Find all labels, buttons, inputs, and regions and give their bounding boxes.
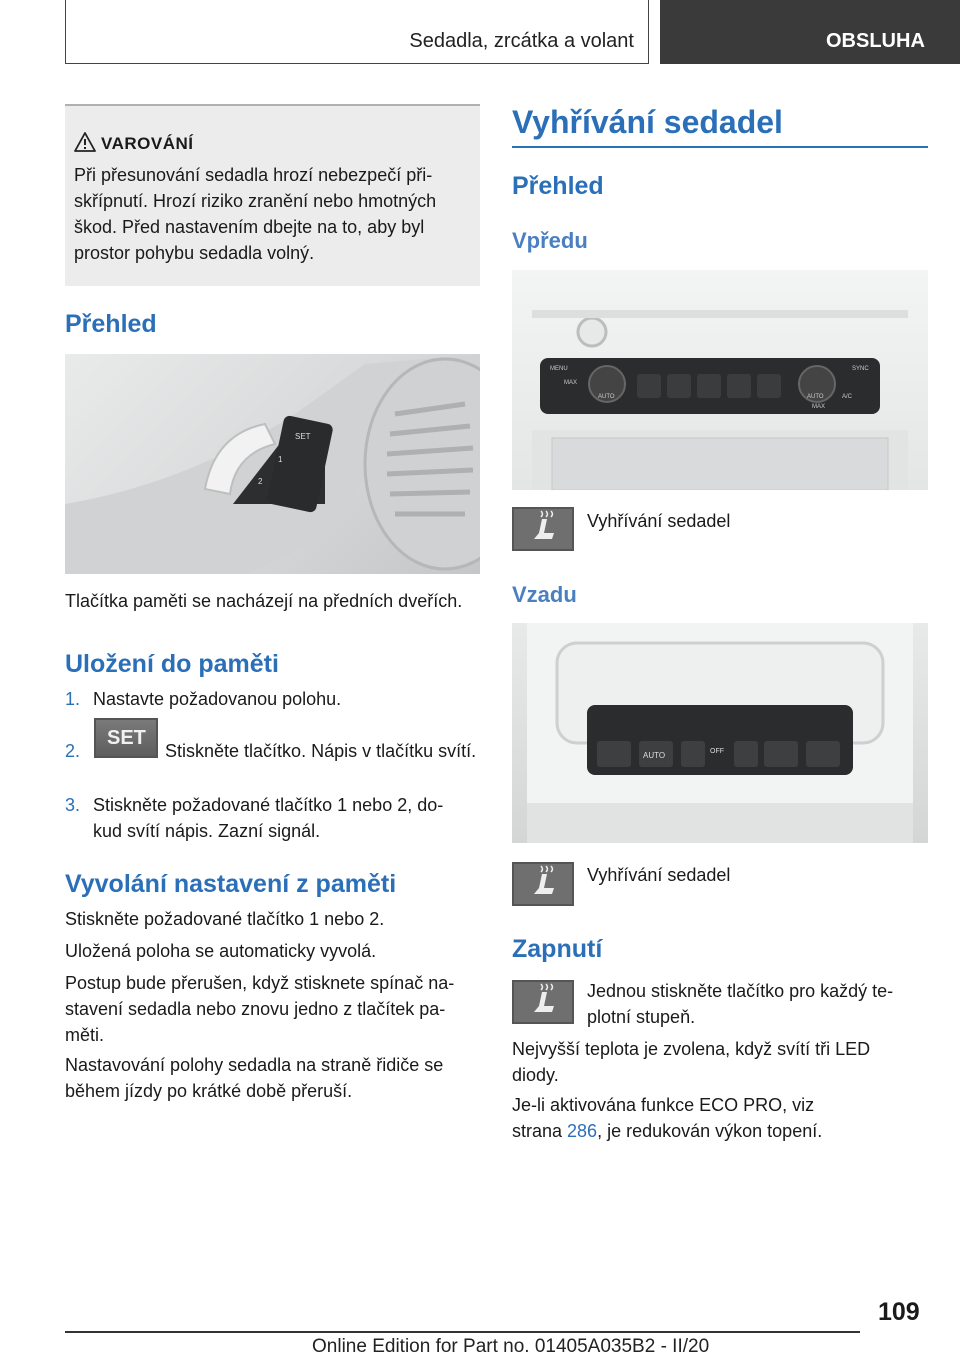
recall-paragraph-3: Postup bude přerušen, když stisknete spínač na-stavení sedadla nebo znovu jedno z tlačítek pa-měti. <box>65 973 455 1045</box>
main-heading: Vyhřívání sedadel <box>512 104 783 140</box>
header-box <box>65 0 649 64</box>
rear-panel-label: OFF <box>710 748 724 755</box>
recall-paragraph-2: Uložená poloha se automaticky vyvolá. <box>65 941 377 961</box>
svg-text:1: 1 <box>278 455 283 464</box>
door-panel-illustration <box>65 354 480 574</box>
rear-panel-label: AUTO <box>643 751 666 760</box>
rear-panel-illustration <box>512 623 928 843</box>
on-icon-text: Jednou stiskněte tlačítko pro každý te-plotní stupeň. <box>587 981 894 1027</box>
warning-box <box>65 104 480 286</box>
header-tab[interactable] <box>660 0 960 64</box>
step-2-text: Stiskněte tlačítko. Nápis v tlačítku svítí. <box>165 741 477 761</box>
seat-heating-icon-on <box>512 980 574 1024</box>
front-panel-label: MAX <box>812 404 826 410</box>
header-title: Sedadla, zrcátka a volant <box>409 30 634 52</box>
page-number: 109 <box>878 1298 920 1326</box>
step-1-number: 1. <box>65 689 81 709</box>
header-tab-label: OBSLUHA <box>826 30 925 52</box>
rear-climate-panel-photo <box>512 623 928 843</box>
front-panel-label: A/C <box>842 394 853 400</box>
front-panel-label: AUTO <box>807 394 824 400</box>
svg-text:2: 2 <box>258 477 263 486</box>
front-climate-panel-photo <box>512 270 928 490</box>
footer-rule <box>65 1331 860 1333</box>
store-heading: Uložení do paměti <box>65 650 279 678</box>
front-panel-illustration <box>512 270 928 490</box>
rear-heading: Vzadu <box>512 582 577 607</box>
main-heading-rule <box>512 146 928 148</box>
on-paragraph-2: Je-li aktivována funkce ECO PRO, viz strana 286, je redukován výkon topení. <box>512 1095 823 1141</box>
front-heading: Vpředu <box>512 228 588 253</box>
recall-paragraph-1: Stiskněte požadované tlačítko 1 nebo 2. <box>65 909 385 929</box>
recall-paragraph-4: Nastavování polohy sedadla na straně řidiče se během jízdy po krátké době přeruší. <box>65 1055 444 1101</box>
seat-heating-icon-rear <box>512 862 574 906</box>
front-panel-label: AUTO <box>598 394 615 400</box>
step-3-text: Stiskněte požadované tlačítko 1 nebo 2, do-kud svítí nápis. Zazní signál. <box>93 795 444 841</box>
step-2-number: 2. <box>65 741 81 761</box>
warning-text: Při přesunování sedadla hrozí nebezpečí při-skřípnutí. Hrozí riziko zranění nebo hmotných škod. Před nastavením dbejte na to, aby byl prostor pohybu sedadla volný. <box>74 165 437 263</box>
front-panel-label: MENU <box>550 366 568 372</box>
rear-icon-caption: Vyhřívání sedadel <box>587 865 731 885</box>
step-3-number: 3. <box>65 795 81 815</box>
step-1-text: Nastavte požadovanou polohu. <box>93 689 342 709</box>
overview-heading-left: Přehled <box>65 310 157 338</box>
door-memory-photo <box>65 354 480 574</box>
on-paragraph-1: Nejvyšší teplota je zvolena, když svítí tři LED diody. <box>512 1039 871 1085</box>
footer-edition: Online Edition for Part no. 01405A035B2 - II/20 <box>312 1336 710 1357</box>
photo-caption: Tlačítka paměti se nacházejí na předních dveřích. <box>65 591 463 611</box>
front-panel-label: MAX <box>564 380 578 386</box>
seat-heating-icon-front <box>512 507 574 551</box>
front-icon-caption: Vyhřívání sedadel <box>587 511 731 531</box>
recall-heading: Vyvolání nastavení z paměti <box>65 870 397 898</box>
on-heading: Zapnutí <box>512 935 603 963</box>
front-panel-label: SYNC <box>852 366 869 372</box>
svg-text:SET: SET <box>295 432 311 441</box>
warning-icon <box>74 132 96 152</box>
page-link[interactable]: 286 <box>567 1121 598 1141</box>
warning-title: VAROVÁNÍ <box>101 134 194 153</box>
overview-heading-right: Přehled <box>512 172 604 200</box>
set-button-icon: SET <box>94 718 158 758</box>
